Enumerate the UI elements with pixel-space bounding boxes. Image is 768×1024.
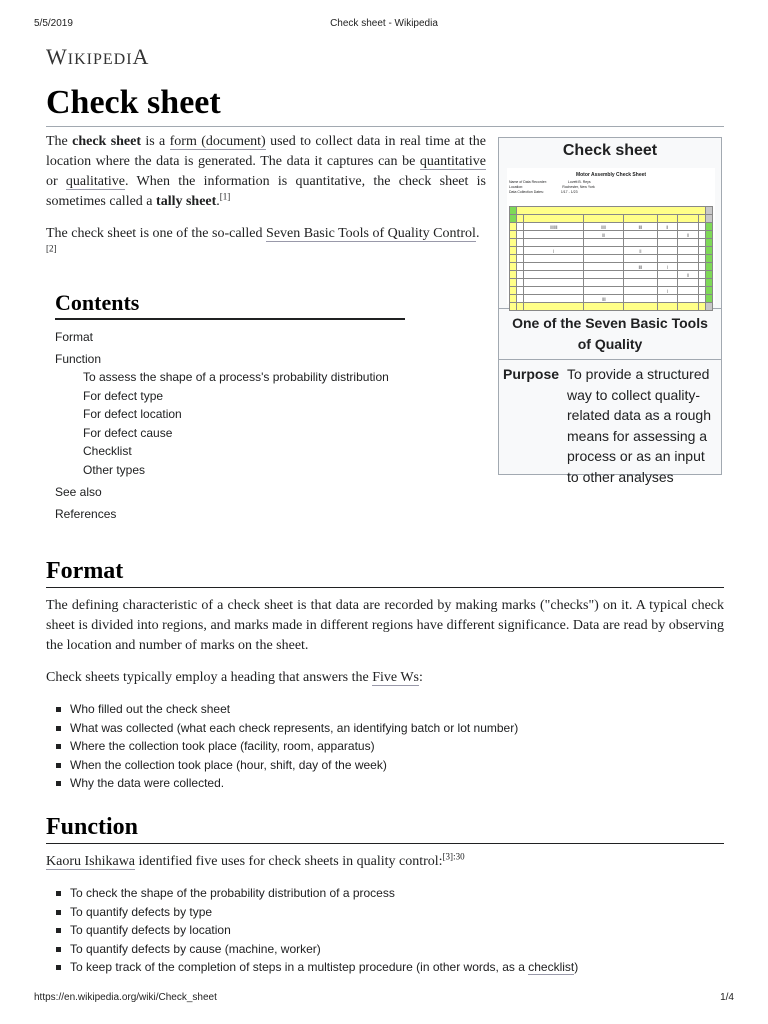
toc-subitem-other-types[interactable]: Other types <box>83 462 146 477</box>
toc-item-see-also[interactable]: See also <box>55 485 102 499</box>
list-item: To quantify defects by location <box>54 921 724 940</box>
link-five-ws[interactable]: Five Ws <box>372 670 419 685</box>
list-item: Who filled out the check sheet <box>54 700 724 719</box>
ref-1[interactable]: [1] <box>219 191 231 202</box>
section-heading-function: Function <box>46 814 724 844</box>
link-checklist[interactable]: checklist <box>528 960 575 974</box>
function-paragraph: Kaoru Ishikawa identified five uses for check sheets in quality control:$^{[3]:30}$ <box>46 851 465 869</box>
page-title: Check sheet <box>46 84 724 127</box>
format-paragraph: The defining characteristic of a check sheet is that data are recorded by making marks ("checks") on it. A typical check sheet is divided into regions, and marks made in different regions have different significance. Data are read by observing the location and number of marks on the sheet. <box>46 598 724 653</box>
toc-subitem-defect-type[interactable]: For defect type <box>83 388 164 403</box>
print-title: Check sheet - Wikipedia <box>330 18 438 29</box>
link-kaoru-ishikawa[interactable]: Kaoru Ishikawa <box>46 854 136 869</box>
format-paragraph-2: Check sheets typically employ a heading that answers the Five Ws: <box>46 670 423 685</box>
list-item: To quantify defects by type <box>54 903 724 922</box>
list-item: Why the data were collected. <box>54 774 724 793</box>
table-of-contents <box>55 290 405 523</box>
format-bullet-list <box>54 700 724 793</box>
toc-item-function[interactable]: Function <box>55 352 102 366</box>
toc-item-references[interactable]: References <box>55 507 117 521</box>
link-seven-basic-tools[interactable]: Seven Basic Tools of Quality Control <box>266 226 476 241</box>
function-bullet-list <box>54 884 724 977</box>
list-item: To check the shape of the probability distribution of a process <box>54 884 724 903</box>
check-sheet-image-meta: Name of Data Recorder: Lovett B. Reys Location: Rochester, New York Data Collection Dates: 1/17 - 1/23 <box>509 180 595 194</box>
infobox-purpose-row <box>499 360 721 487</box>
infobox-purpose-label: Purpose <box>503 366 560 382</box>
intro-paragraph-2: The check sheet is one of the so-called Seven Basic Tools of Quality Control.[2] <box>46 226 480 254</box>
check-sheet-image[interactable] <box>507 168 715 304</box>
list-item: To quantify defects by cause (machine, worker) <box>54 940 724 959</box>
check-sheet-image-grid: |||||||| ||||| |||| || ||| || | || |||| | || | |||| <box>509 206 713 311</box>
print-url: https://en.wikipedia.org/wiki/Check_sheet <box>34 992 217 1003</box>
toc-subitem-checklist[interactable]: Checklist <box>83 444 132 458</box>
toc-subitem-probability-distribution[interactable]: To assess the shape of a process's probability distribution <box>83 370 389 384</box>
toc-list <box>55 328 405 523</box>
ref-3-page: :30 <box>453 851 465 862</box>
wikipedia-logo[interactable]: WIKIPEDIA <box>46 44 150 69</box>
toc-subitem-defect-location[interactable]: For defect location <box>83 407 182 421</box>
infobox <box>498 137 722 485</box>
intro-paragraph: The check sheet is a form (document) used to collect data in real time at the location where the data is generated. The data it captures can be quantitative or qualitative. When the information is quantitative, the check sheet is sometimes called a tally sheet.[1] <box>46 134 487 209</box>
toc-subitem-defect-cause[interactable]: For defect cause <box>83 425 173 440</box>
infobox-caption: One of the Seven Basic Tools of Quality <box>499 308 721 360</box>
link-quantitative[interactable]: quantitative <box>419 154 486 169</box>
infobox-purpose-value: To provide a structured way to collect quality-related data as a rough means for assessing a process or as an input to other analyses <box>567 366 711 485</box>
ref-3[interactable]: [3] <box>442 851 454 862</box>
toc-item-format[interactable]: Format <box>55 330 94 344</box>
toc-title: Contents <box>55 290 405 320</box>
list-item: To keep track of the completion of steps in a multistep procedure (in other words, as a checklist) <box>54 958 724 977</box>
print-page-number: 1/4 <box>720 992 734 1003</box>
link-form-document[interactable]: form (document) <box>169 134 266 149</box>
list-item: Where the collection took place (facility, room, apparatus) <box>54 737 724 756</box>
check-sheet-image-heading: Motor Assembly Check Sheet <box>575 172 647 178</box>
infobox-title: Check sheet <box>562 142 658 159</box>
link-qualitative[interactable]: qualitative <box>65 174 126 189</box>
ref-2[interactable]: [2] <box>46 243 57 254</box>
print-date: 5/5/2019 <box>34 18 73 29</box>
section-heading-format: Format <box>46 558 724 588</box>
list-item: When the collection took place (hour, shift, day of the week) <box>54 756 724 775</box>
list-item: What was collected (what each check represents, an identifying batch or lot number) <box>54 719 724 738</box>
